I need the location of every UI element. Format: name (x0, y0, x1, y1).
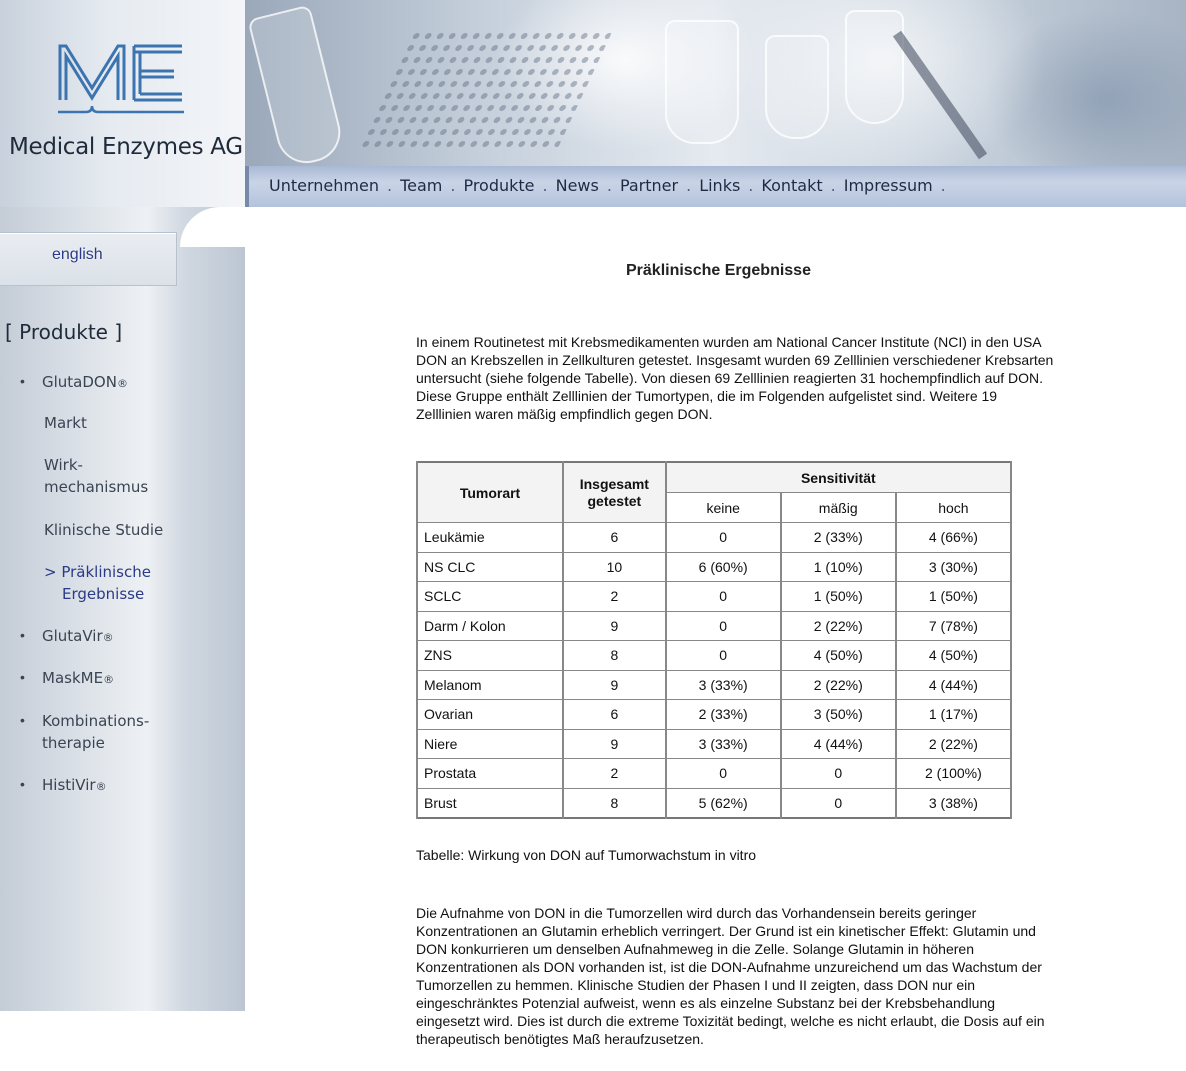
table-cell-value: 2 (563, 582, 666, 612)
table-cell-value: 0 (666, 759, 781, 789)
table-row (417, 552, 1011, 582)
table-cell-value: 2 (22%) (781, 670, 896, 700)
sidebar-item-histivir[interactable] (42, 774, 107, 798)
table-cell-value: 1 (17%) (896, 700, 1011, 730)
table-cell-value: 1 (10%) (781, 552, 896, 582)
glass-beaker-graphic (665, 20, 739, 144)
nav-separator: . (386, 176, 393, 195)
sidebar-item-label: GlutaVir (42, 627, 103, 645)
nav-item-unternehmen[interactable]: Unternehmen (269, 176, 379, 195)
nav-item-kontakt[interactable]: Kontakt (761, 176, 823, 195)
sidebar-section-heading: [ Produkte ] (5, 320, 123, 344)
registered-mark: ® (95, 780, 107, 793)
sidebar-item-label: HistiVir (42, 776, 96, 794)
table-row (417, 582, 1011, 612)
table-row (417, 700, 1011, 730)
table-cell-value: 2 (22%) (781, 611, 896, 641)
table-cell-tumor-type: Melanom (417, 670, 563, 700)
bullet-icon: • (20, 627, 25, 643)
table-cell-value: 2 (33%) (781, 523, 896, 553)
table-cell-tumor-type: Ovarian (417, 700, 563, 730)
header-tumor-type: Tumorart (417, 462, 563, 523)
language-link-english[interactable]: english (52, 246, 103, 263)
sidebar-item-label-line1: > Präklinische (44, 563, 151, 581)
table-cell-tumor-type: ZNS (417, 641, 563, 671)
sidebar-item-kombinationstherapie[interactable] (42, 710, 149, 754)
table-cell-value: 4 (66%) (896, 523, 1011, 553)
bullet-icon: • (20, 712, 25, 728)
nav-separator: . (830, 176, 836, 195)
table-cell-value: 2 (563, 759, 666, 789)
table-cell-value: 0 (781, 788, 896, 818)
header-total-line2: getestet (587, 492, 642, 509)
header-sensitivity-moderate: mäßig (781, 493, 896, 523)
sidebar-item-praeklinische-ergebnisse[interactable] (44, 561, 151, 605)
table-cell-value: 3 (33%) (666, 729, 781, 759)
table-cell-value: 0 (666, 641, 781, 671)
table-cell-value: 8 (563, 788, 666, 818)
nav-separator: . (606, 176, 612, 195)
table-cell-value: 2 (33%) (666, 700, 781, 730)
nav-separator: . (686, 176, 692, 195)
table-cell-value: 3 (33%) (666, 670, 781, 700)
table-cell-value: 0 (781, 759, 896, 789)
table-cell-tumor-type: Brust (417, 788, 563, 818)
bullet-icon: • (20, 373, 25, 389)
table-cell-value: 7 (78%) (896, 611, 1011, 641)
registered-mark: ® (102, 631, 114, 644)
table-cell-tumor-type: Niere (417, 729, 563, 759)
body-paragraph: Die Aufnahme von DON in die Tumorzellen wird durch das Vorhandensein bereits geringer Konzentrationen an Glutamin erheblich verringert. Der Grund ist ein kinetischer Effekt: Glutamin und DON konkurrieren um denselben Aufnahmeweg in die Zelle. Solange Glutamin in höheren Konzentrationen als DON vorhanden ist, ist die DON-Aufnahme unzureichend um das Wachstum der Tumorzellen zu hemmen. Klinische Studien der Phasen I und II zeigten, dass DON nur ein eingeschränktes Potenzial aufweist, wenn es als einzelne Substanz bei der Krebsbehandlung eingesetzt wird. Dies ist durch die extreme Toxizität bedingt, welche es nicht erlaubt, die Dosis auf ein therapeutisch benötigtes Maß heraufzusetzen. (416, 905, 1045, 1047)
table-row (417, 729, 1011, 759)
nav-separator: . (542, 176, 548, 195)
table-cell-tumor-type: NS CLC (417, 552, 563, 582)
table-cell-value: 3 (50%) (781, 700, 896, 730)
table-cell-value: 6 (563, 700, 666, 730)
table-cell-value: 2 (22%) (896, 729, 1011, 759)
sidebar-item-maskme[interactable] (42, 667, 114, 691)
table-cell-value: 4 (50%) (781, 641, 896, 671)
sidebar-item-markt[interactable]: Markt (44, 414, 87, 432)
bullet-icon: • (20, 669, 25, 685)
results-table (416, 461, 1012, 819)
sidebar-item-label: MaskME (42, 669, 104, 687)
nav-item-impressum[interactable]: Impressum (843, 176, 933, 195)
main-navigation (245, 166, 1186, 207)
table-cell-value: 4 (44%) (781, 729, 896, 759)
table-cell-value: 2 (100%) (896, 759, 1011, 789)
registered-mark: ® (103, 673, 115, 686)
nav-separator: . (748, 176, 754, 195)
sidebar-item-glutadon[interactable] (42, 371, 128, 395)
company-name: Medical Enzymes AG (9, 134, 243, 160)
company-logo[interactable] (56, 40, 186, 122)
sidebar-item-label-line1: Wirk- (44, 456, 83, 474)
table-cell-value: 4 (50%) (896, 641, 1011, 671)
nav-item-news[interactable]: News (555, 176, 599, 195)
table-cell-tumor-type: SCLC (417, 582, 563, 612)
sidebar-item-klinische-studie[interactable]: Klinische Studie (44, 521, 164, 539)
sidebar-item-label-line1: Kombinations- (42, 712, 150, 730)
header-sensitivity-none: keine (666, 493, 781, 523)
sidebar-item-label-line2: therapie (42, 734, 105, 752)
sidebar-item-label-line2: mechanismus (44, 478, 149, 496)
table-cell-value: 1 (50%) (896, 582, 1011, 612)
table-cell-value: 0 (666, 611, 781, 641)
header-total-line1: Insgesamt (579, 475, 649, 492)
glass-beaker-graphic (845, 10, 904, 124)
table-cell-value: 1 (50%) (781, 582, 896, 612)
table-row (417, 759, 1011, 789)
header-sensitivity: Sensitivität (666, 462, 1011, 493)
table-cell-value: 9 (563, 611, 666, 641)
sidebar-item-glutavir[interactable] (42, 625, 114, 649)
table-cell-value: 4 (44%) (896, 670, 1011, 700)
registered-mark: ® (116, 377, 128, 390)
intro-paragraph: In einem Routinetest mit Krebsmedikamenten wurden am National Cancer Institute (NCI) in den USA DON an Krebszellen in Zellkulturen getestet. Insgesamt wurden 69 Zelllinien verschiedener Krebsarten untersucht (siehe folgende Tabelle). Von diesen 69 Zelllinien reagierten 31 hochempfindlich auf DON. Diese Gruppe enthält Zelllinien der Tumortypen, die im Folgenden aufgelistet sind. Weitere 19 Zelllinien waren mäßig empfindlich gegen DON. (416, 334, 1054, 422)
nav-separator: . (450, 176, 456, 195)
page-title: Präklinische Ergebnisse (626, 262, 811, 279)
header-lab-photo (245, 0, 1186, 166)
table-cell-value: 3 (30%) (896, 552, 1011, 582)
table-row (417, 523, 1011, 553)
sidebar-item-wirkmechanismus[interactable] (44, 454, 148, 498)
table-row (417, 611, 1011, 641)
table-caption: Tabelle: Wirkung von DON auf Tumorwachstum in vitro (416, 847, 757, 863)
bullet-icon: • (20, 776, 25, 792)
table-cell-value: 9 (563, 670, 666, 700)
nav-items (269, 176, 954, 195)
header (0, 0, 1186, 207)
sidebar-item-label: GlutaDON (42, 373, 117, 391)
table-cell-tumor-type: Prostata (417, 759, 563, 789)
table-body (417, 523, 1011, 819)
nav-item-partner[interactable]: Partner (619, 176, 679, 195)
table-row (417, 788, 1011, 818)
table-cell-value: 5 (62%) (666, 788, 781, 818)
table-row (417, 641, 1011, 671)
table-cell-value: 3 (38%) (896, 788, 1011, 818)
glass-beaker-graphic (765, 35, 829, 139)
nav-item-team[interactable]: Team (400, 176, 443, 195)
table-cell-tumor-type: Darm / Kolon (417, 611, 563, 641)
table-row (417, 670, 1011, 700)
header-sensitivity-high: hoch (896, 493, 1011, 523)
table-cell-value: 9 (563, 729, 666, 759)
table-cell-value: 10 (563, 552, 666, 582)
sidebar-item-label-line2: Ergebnisse (62, 585, 145, 603)
nav-item-produkte[interactable]: Produkte (463, 176, 535, 195)
table-cell-value: 6 (60%) (666, 552, 781, 582)
glass-flask-graphic (247, 5, 346, 166)
microplate-graphic (357, 30, 613, 150)
header-total-tested (563, 462, 666, 523)
table-cell-value: 8 (563, 641, 666, 671)
nav-item-links[interactable]: Links (699, 176, 741, 195)
table-cell-value: 0 (666, 523, 781, 553)
table-cell-value: 6 (563, 523, 666, 553)
pipette-graphic (893, 31, 987, 160)
table-cell-tumor-type: Leukämie (417, 523, 563, 553)
table-cell-value: 0 (666, 582, 781, 612)
nav-separator: . (940, 176, 946, 195)
